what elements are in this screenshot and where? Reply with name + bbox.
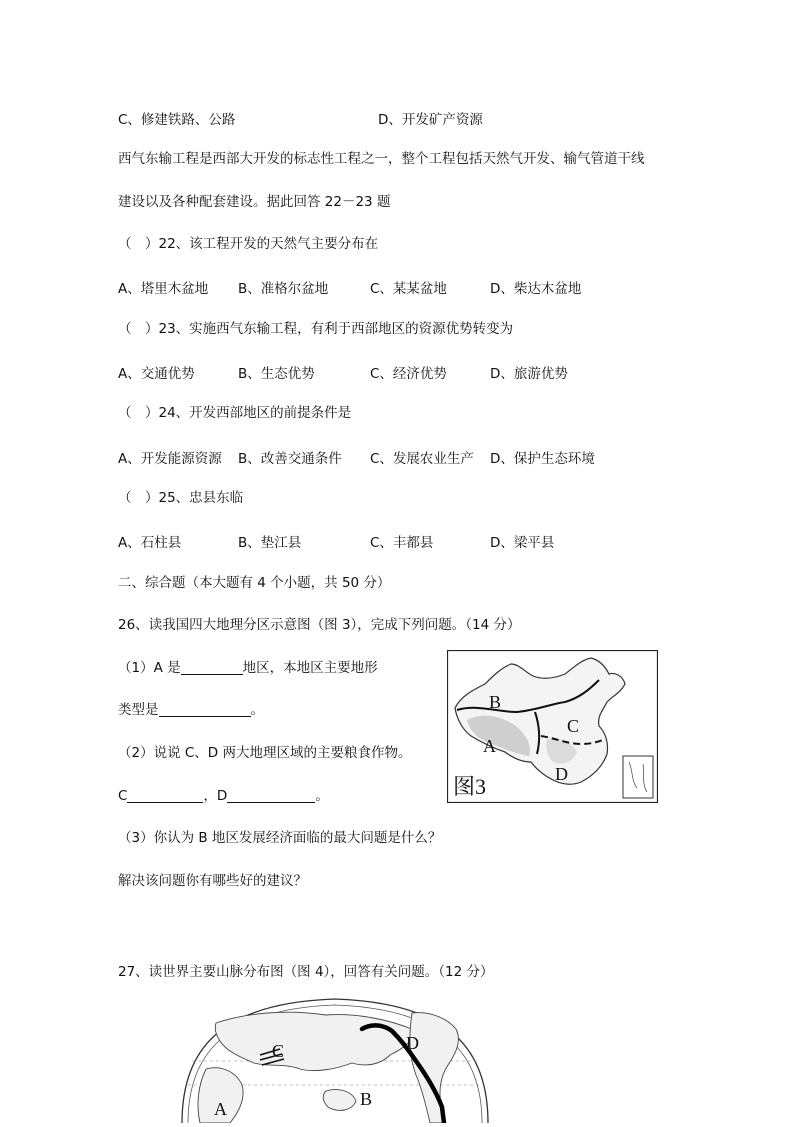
question-27: 27、读世界主要山脉分布图（图 4），回答有关问题。（12 分） [118,964,494,980]
q26-part-1 [118,659,378,677]
q23-option-a: A、交通优势 [118,366,195,382]
q22-option-d: D、柴达木盆地 [490,281,582,297]
q23-option-c: C、经济优势 [370,366,447,382]
mountain-label-b: B [360,1089,373,1109]
figure-3-caption: 图3 [453,774,487,799]
q26-1-suffix: 地区，本地区主要地形 [242,660,378,676]
q26-part-2: （2）说说 C、D 两大地理区域的主要粮食作物。 [118,745,412,761]
q26-1-terrain-label: 类型是 [118,702,159,718]
q22-option-b: B、准格尔盆地 [238,281,329,297]
q21-option-c: C、修建铁路、公路 [118,112,236,128]
mountain-label-c: C [272,1041,285,1061]
figure-3-china-regions-map [447,650,658,803]
region-label-b: B [489,692,502,712]
q25-option-a: A、石柱县 [118,535,182,551]
figure-4-svg [176,993,494,1123]
region-label-c: C [567,716,580,736]
mountain-label-a: A [214,1099,227,1119]
answer-blank-region-a[interactable] [181,660,243,675]
q26-part-3: （3）你认为 B 地区发展经济面临的最大问题是什么？ [118,830,442,846]
mountain-label-d: D [406,1033,419,1053]
q26-2-d-label: ，D [203,788,228,804]
q22-option-c: C、某某盆地 [370,281,447,297]
intro-line-2: 建设以及各种配套建设。据此回答 22－23 题 [118,194,391,210]
q26-2-period: 。 [315,788,329,804]
q26-2-c-label: C [118,788,128,804]
south-china-sea-inset [623,756,653,798]
region-label-a: A [483,736,496,756]
q25-option-d: D、梁平县 [490,535,555,551]
q24-option-c: C、发展农业生产 [370,451,474,467]
section-2-heading: 二、综合题（本大题有 4 个小题，共 50 分） [118,575,391,591]
question-24: （ ）24、开发西部地区的前提条件是 [118,405,352,421]
q25-option-c: C、丰都县 [370,535,434,551]
q23-option-b: B、生态优势 [238,366,315,382]
q24-option-a: A、开发能源资源 [118,451,222,467]
answer-blank-d[interactable] [227,788,315,803]
answer-blank-terrain[interactable] [159,702,251,717]
q26-part-1-cont [118,701,264,719]
figure-3-svg [447,650,658,803]
q26-part-3b: 解决该问题你有哪些好的建议？ [118,873,307,889]
q24-option-d: D、保护生态环境 [490,451,595,467]
q26-part-2-answers [118,787,329,805]
q24-option-b: B、改善交通条件 [238,451,342,467]
question-25: （ ）25、忠县东临 [118,490,244,506]
q26-1-prefix: （1）A 是 [118,660,181,676]
question-22: （ ）22、该工程开发的天然气主要分布在 [118,236,379,252]
answer-blank-c[interactable] [127,788,203,803]
q26-1-period: 。 [250,702,264,718]
q22-option-a: A、塔里木盆地 [118,281,209,297]
question-26: 26、读我国四大地理分区示意图（图 3），完成下列问题。（14 分） [118,617,521,633]
q25-option-b: B、垫江县 [238,535,302,551]
intro-line-1: 西气东输工程是西部大开发的标志性工程之一，整个工程包括天然气开发、输气管道干线 [118,151,645,167]
region-label-d: D [555,764,568,784]
q21-option-d: D、开发矿产资源 [378,112,483,128]
figure-4-world-mountains-map [176,993,494,1123]
question-23: （ ）23、实施西气东输工程，有利于西部地区的资源优势转变为 [118,321,514,337]
q23-option-d: D、旅游优势 [490,366,568,382]
